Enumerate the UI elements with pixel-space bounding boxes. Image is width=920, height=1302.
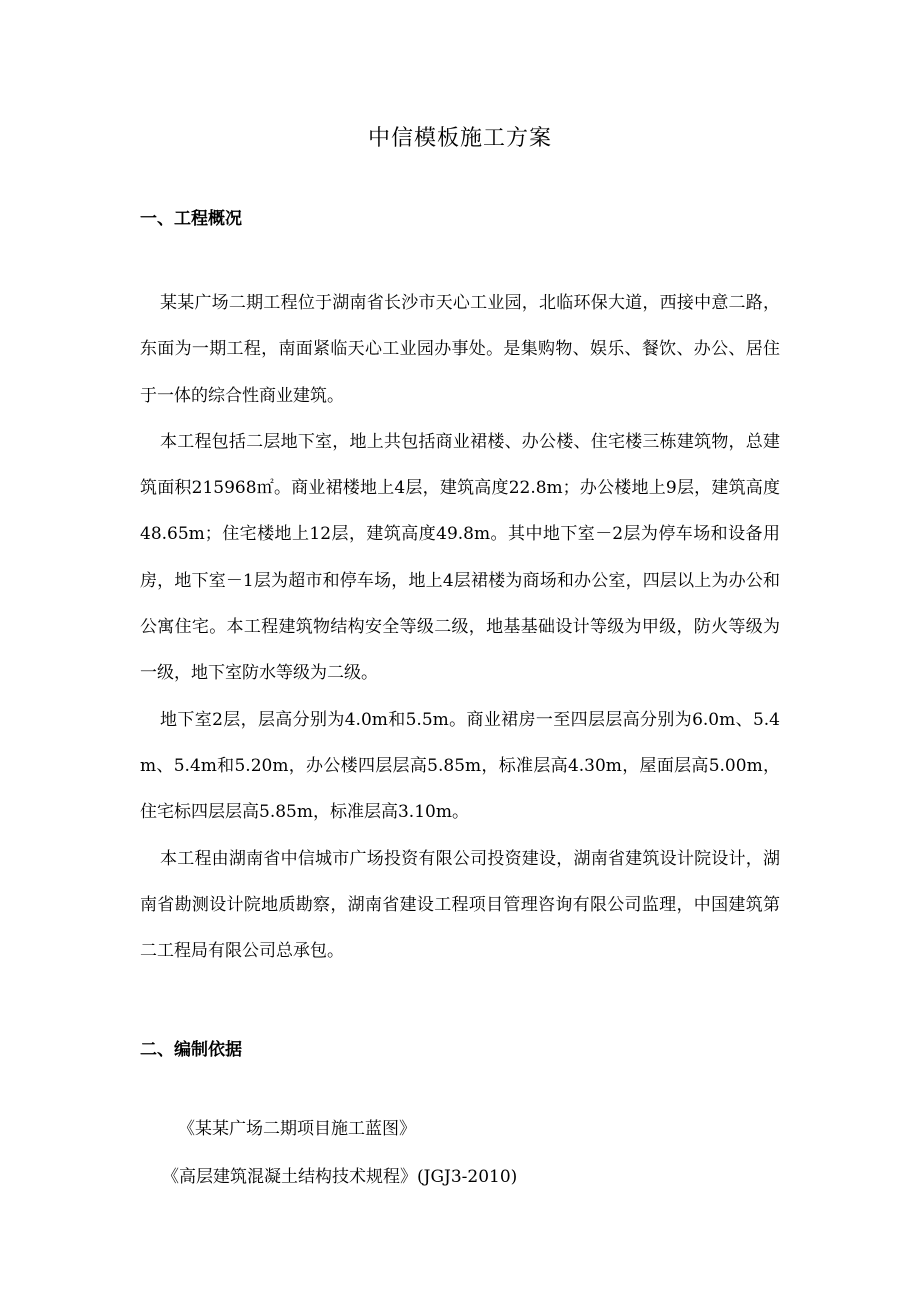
reference-item: 《高层建筑混凝土结构技术规程》(JGJ3-2010)	[162, 1167, 518, 1187]
section-overview-body	[140, 280, 780, 974]
paragraph-parties: 本工程由湖南省中信城市广场投资有限公司投资建设，湖南省建筑设计院设计，湖南省勘测设计院地质勘察，湖南省建设工程项目管理咨询有限公司监理，中国建筑第二工程局有限公司总承包。	[140, 848, 780, 962]
reference-item: 《某某广场二期项目施工蓝图》	[178, 1119, 416, 1139]
paragraph-floor-heights: 地下室2层，层高分别为4.0m和5.5m。商业裙房一至四层层高分别为6.0m、5.4m、5.4m和5.20m，办公楼四层层高5.85m，标准层高4.30m，屋面层高5.00m，住宅标四层层高5.85m，标准层高3.10m。	[140, 709, 780, 823]
document-title: 中信模板施工方案	[367, 126, 552, 151]
section-heading-overview: 一、工程概况	[140, 209, 242, 229]
section-heading-basis: 二、编制依据	[140, 1040, 242, 1060]
paragraph-scope: 本工程包括二层地下室，地上共包括商业裙楼、办公楼、住宅楼三栋建筑物，总建筑面积215968㎡。商业裙楼地上4层，建筑高度22.8m；办公楼地上9层，建筑高度48.65m；住宅楼地上12层，建筑高度49.8m。其中地下室－2层为停车场和设备用房，地下室－1层为超市和停车场，地上4层裙楼为商场和办公室，四层以上为办公和公寓住宅。本工程建筑物结构安全等级二级，地基基础设计等级为甲级，防火等级为一级，地下室防水等级为二级。	[140, 431, 780, 684]
paragraph-location: 某某广场二期工程位于湖南省长沙市天心工业园，北临环保大道，西接中意二路，东面为一期工程，南面紧临天心工业园办事处。是集购物、娱乐、餐饮、办公、居住于一体的综合性商业建筑。	[140, 293, 780, 406]
